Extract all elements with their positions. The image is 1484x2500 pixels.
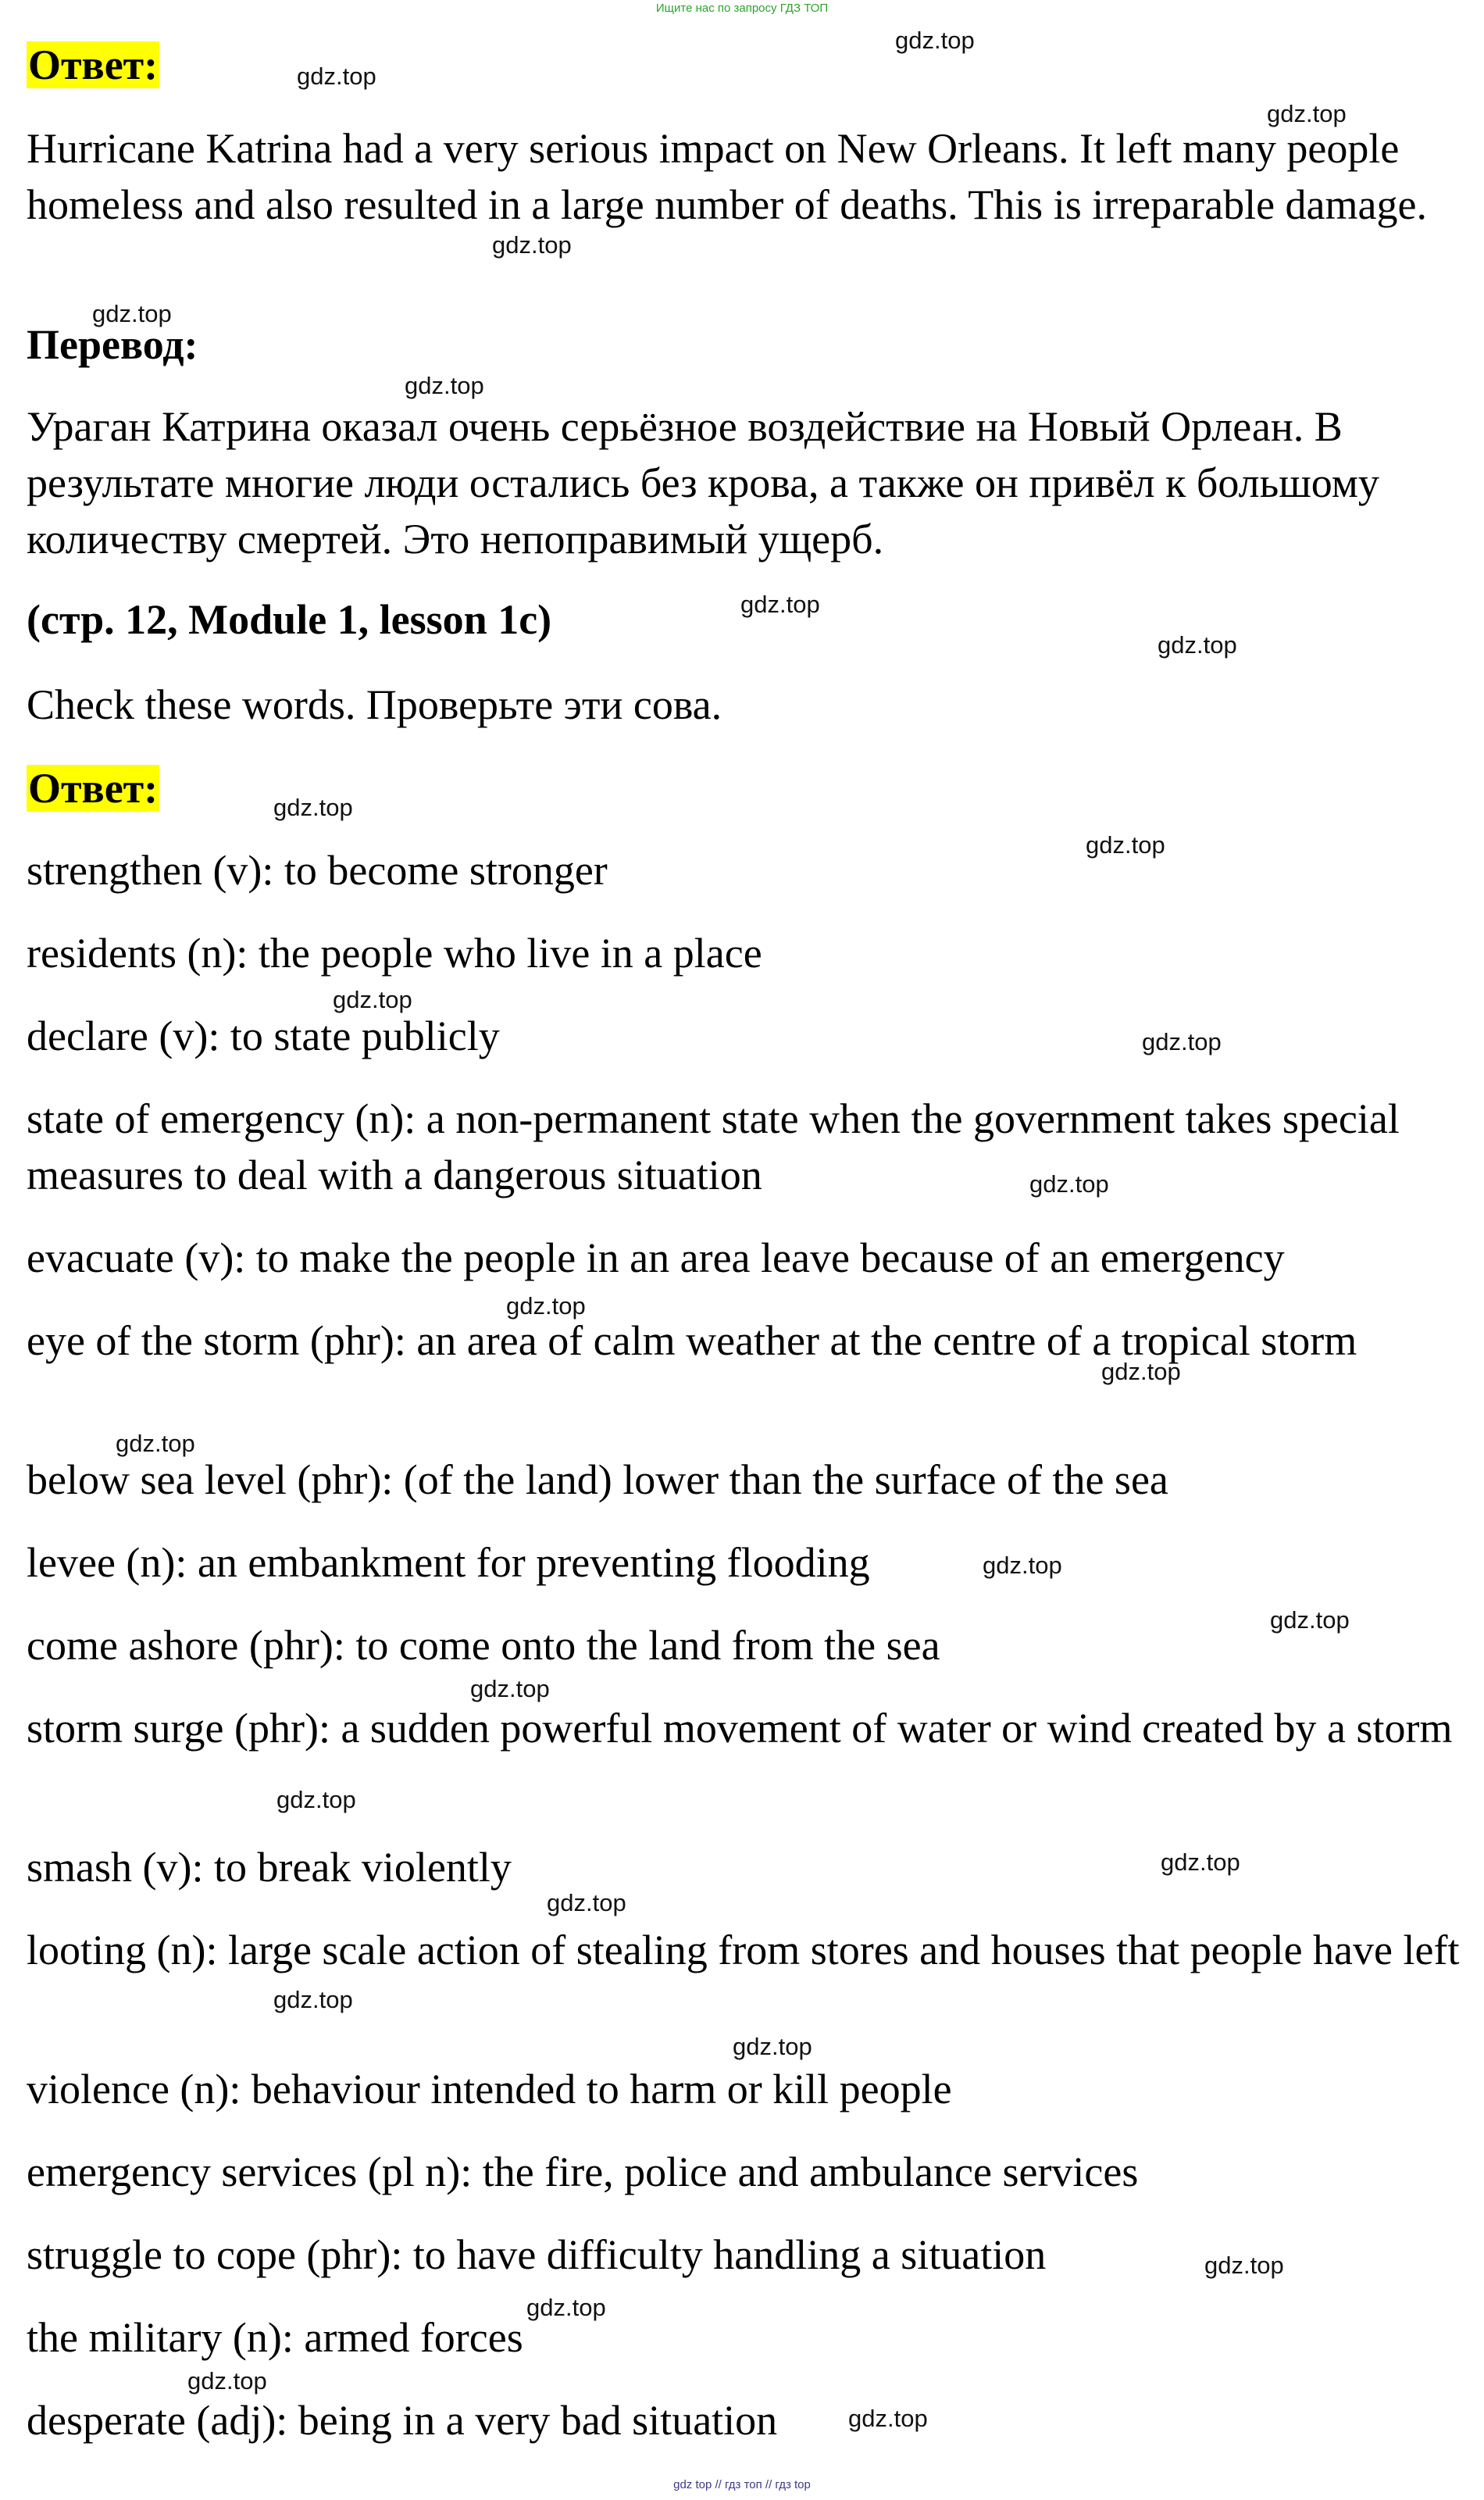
watermark: gdz.top — [333, 986, 412, 1013]
lesson-heading: (стр. 12, Module 1, lesson 1c) — [27, 596, 552, 643]
watermark: gdz.top — [187, 2367, 267, 2395]
watermark: gdz.top — [506, 1292, 586, 1320]
watermark: gdz.top — [470, 1675, 550, 1702]
definition-item: the military (n): armed forces — [27, 2314, 523, 2361]
watermark: gdz.top — [92, 300, 172, 327]
definition-item: below sea level (phr): (of the land) lower than the surface of the sea — [27, 1456, 1168, 1503]
watermark: gdz.top — [405, 372, 484, 399]
definition-item: smash (v): to break violently — [27, 1844, 512, 1891]
watermark: gdz.top — [297, 62, 376, 90]
definition-item: looting (n): large scale action of stealing from stores and houses that people have left — [27, 1927, 1460, 1973]
task-text: Check these words. Проверьте эти сова. — [27, 681, 722, 728]
watermark: gdz.top — [273, 794, 353, 821]
answer-label-2 — [27, 762, 159, 814]
watermark: gdz.top — [1101, 1358, 1181, 1385]
definition-item: come ashore (phr): to come onto the land from the sea — [27, 1622, 940, 1669]
watermark: gdz.top — [1086, 831, 1165, 859]
definition-item: storm surge (phr): a sudden powerful movement of water or wind created by a storm — [27, 1705, 1453, 1752]
watermark: gdz.top — [733, 2033, 812, 2060]
watermark: gdz.top — [1204, 2252, 1284, 2279]
watermark: gdz.top — [273, 1986, 353, 2013]
definition-item: desperate (adj): being in a very bad situation — [27, 2397, 778, 2444]
definition-item: struggle to cope (phr): to have difficulty handling a situation — [27, 2231, 1047, 2278]
answer-paragraph: Hurricane Katrina had a very serious impact on New Orleans. It left many people homeless and also resulted in a large number of deaths. This is irreparable damage. — [27, 125, 1427, 228]
watermark: gdz.top — [1158, 631, 1237, 659]
watermark: gdz.top — [116, 1430, 195, 1457]
watermark: gdz.top — [492, 231, 572, 259]
watermark: gdz.top — [1029, 1170, 1109, 1198]
definition-item: eye of the storm (phr): an area of calm weather at the centre of a tropical storm — [27, 1317, 1357, 1364]
answer-label-2-text: Ответ: — [28, 765, 159, 812]
definition-item: emergency services (pl n): the fire, police and ambulance services — [27, 2148, 1139, 2195]
watermark: gdz.top — [1142, 1028, 1222, 1055]
watermark: gdz.top — [895, 27, 975, 54]
definition-item: residents (n): the people who live in a place — [27, 930, 762, 977]
definition-item: levee (n): an embankment for preventing flooding — [27, 1539, 870, 1586]
watermark: gdz.top — [848, 2405, 928, 2432]
answer-label-1-text: Ответ: — [28, 41, 159, 88]
watermark: gdz.top — [983, 1552, 1062, 1579]
watermark: gdz.top — [276, 1786, 356, 1813]
top-search-note: Ищите нас по запросу ГДЗ ТОП — [655, 2, 829, 15]
watermark: gdz.top — [1161, 1848, 1240, 1876]
definition-item: declare (v): to state publicly — [27, 1012, 500, 1059]
definition-item: strengthen (v): to become stronger — [27, 847, 608, 894]
definition-item: state of emergency (n): a non-permanent state when the government takes special measures to deal with a dangerous situation — [27, 1095, 1400, 1198]
translation-paragraph: Ураган Катрина оказал очень серьёзное воздействие на Новый Орлеан. В результате многие люди остались без крова, а также он привёл к большому количеству смертей. Это непоправимый ущерб. — [27, 403, 1379, 562]
definition-item: evacuate (v): to make the people in an area leave because of an emergency — [27, 1234, 1285, 1281]
answer-label-1 — [27, 39, 159, 91]
watermark: gdz.top — [740, 591, 820, 618]
watermark: gdz.top — [1267, 100, 1347, 127]
watermark: gdz.top — [526, 2294, 606, 2321]
translation-label: Перевод: — [27, 321, 198, 368]
bottom-note: gdz top // гдз топ // гдз top — [673, 2478, 811, 2491]
watermark: gdz.top — [1270, 1606, 1350, 1634]
definition-item: violence (n): behaviour intended to harm or kill people — [27, 2066, 952, 2112]
watermark: gdz.top — [547, 1889, 626, 1916]
